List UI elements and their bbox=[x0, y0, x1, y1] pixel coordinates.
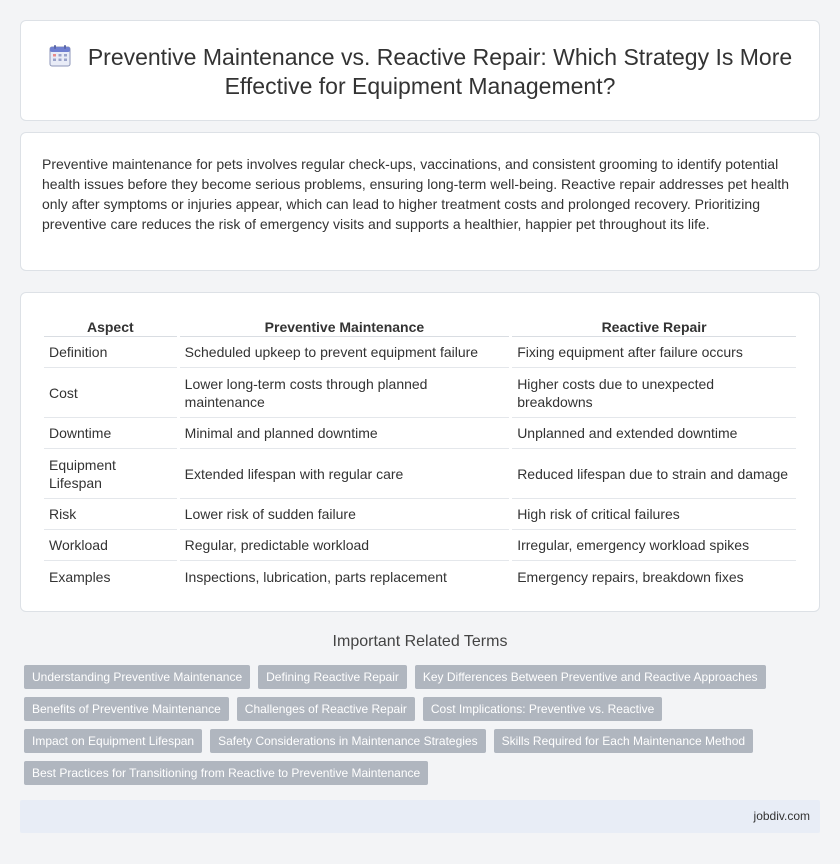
intro-paragraph: Preventive maintenance for pets involves regular check-ups, vaccinations, and consistent grooming to identify potential health issues before they become serious problems, ensuring long-term well-being. Reactive repair addresses pet health only after symptoms or injuries appear, which can lead to higher treatment costs and prolonged recovery. Prioritizing preventive care reduces the risk of emergency visits and supports a healthier, happier pet throughout its life. bbox=[42, 156, 790, 232]
table-cell: Unplanned and extended downtime bbox=[512, 418, 796, 449]
footer bbox=[20, 800, 820, 833]
related-tag[interactable]: Impact on Equipment Lifespan bbox=[24, 729, 202, 753]
table-cell: Fixing equipment after failure occurs bbox=[512, 337, 796, 368]
related-tags-row bbox=[24, 729, 761, 753]
table-row bbox=[44, 418, 796, 449]
related-tag[interactable]: Cost Implications: Preventive vs. Reactive bbox=[423, 697, 662, 721]
table-cell: Equipment Lifespan bbox=[44, 449, 177, 499]
table-cell: Lower long-term costs through planned maintenance bbox=[180, 368, 510, 418]
header-aspect: Aspect bbox=[44, 315, 177, 337]
table-cell: Irregular, emergency workload spikes bbox=[512, 530, 796, 561]
table-row bbox=[44, 449, 796, 499]
related-tag[interactable]: Challenges of Reactive Repair bbox=[237, 697, 415, 721]
related-terms-title: Important Related Terms bbox=[332, 633, 508, 650]
table-cell: Downtime bbox=[44, 418, 177, 449]
related-tag[interactable]: Safety Considerations in Maintenance Strategies bbox=[210, 729, 485, 753]
comparison-table bbox=[41, 315, 799, 592]
page-title-wrap bbox=[21, 43, 819, 101]
table-cell: Definition bbox=[44, 337, 177, 368]
title-card bbox=[20, 20, 820, 121]
related-tag[interactable]: Defining Reactive Repair bbox=[258, 665, 407, 689]
related-tag[interactable]: Understanding Preventive Maintenance bbox=[24, 665, 250, 689]
table-cell: Emergency repairs, breakdown fixes bbox=[517, 568, 744, 585]
related-tag[interactable]: Benefits of Preventive Maintenance bbox=[24, 697, 229, 721]
table-cell: Risk bbox=[44, 499, 177, 530]
table-cell: Higher costs due to unexpected breakdowns bbox=[512, 368, 796, 418]
intro-card bbox=[20, 132, 820, 271]
table-row bbox=[44, 561, 796, 592]
table-cell: Workload bbox=[44, 530, 177, 561]
related-tag[interactable]: Skills Required for Each Maintenance Method bbox=[494, 729, 753, 753]
table-header-row bbox=[44, 315, 796, 337]
header-reactive: Reactive Repair bbox=[512, 315, 796, 337]
comparison-table-card bbox=[20, 292, 820, 612]
table-row bbox=[44, 530, 796, 561]
related-tags-row bbox=[24, 665, 774, 689]
table-row bbox=[44, 499, 796, 530]
table-cell: Inspections, lubrication, parts replacement bbox=[184, 568, 447, 585]
table-cell: Examples bbox=[49, 568, 111, 585]
related-tags-row bbox=[24, 761, 436, 785]
table-cell: Scheduled upkeep to prevent equipment failure bbox=[180, 337, 510, 368]
related-tag[interactable]: Key Differences Between Preventive and Reactive Approaches bbox=[415, 665, 766, 689]
header-preventive: Preventive Maintenance bbox=[180, 315, 510, 337]
related-tag[interactable]: Best Practices for Transitioning from Reactive to Preventive Maintenance bbox=[24, 761, 428, 785]
page-title: Preventive Maintenance vs. Reactive Repair: Which Strategy Is More Effective for Equipment Management? bbox=[87, 44, 793, 99]
table-row bbox=[44, 337, 796, 368]
table-cell: Lower risk of sudden failure bbox=[180, 499, 510, 530]
related-tags-row bbox=[24, 697, 670, 721]
table-cell: Regular, predictable workload bbox=[180, 530, 510, 561]
table-cell: High risk of critical failures bbox=[512, 499, 796, 530]
table-cell: Minimal and planned downtime bbox=[180, 418, 510, 449]
footer-site-link[interactable]: jobdiv.com bbox=[753, 809, 810, 823]
table-cell: Cost bbox=[44, 368, 177, 418]
calendar-icon bbox=[48, 44, 72, 68]
table-cell: Reduced lifespan due to strain and damage bbox=[512, 449, 796, 499]
table-cell: Extended lifespan with regular care bbox=[180, 449, 510, 499]
table-row bbox=[44, 368, 796, 418]
